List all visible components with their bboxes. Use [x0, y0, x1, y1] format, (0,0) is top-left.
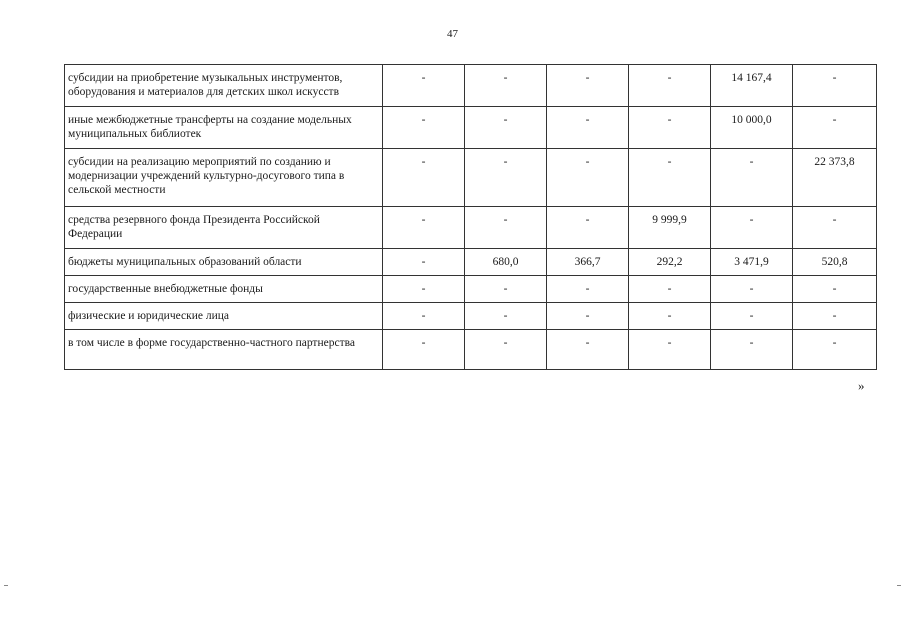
table-cell: - [793, 65, 877, 107]
budget-table [64, 64, 877, 370]
table-cell: - [547, 149, 629, 207]
table-cell: - [547, 330, 629, 370]
table-cell: - [711, 276, 793, 303]
table-cell: - [383, 107, 465, 149]
table-cell: 520,8 [793, 249, 877, 276]
table-cell: - [383, 276, 465, 303]
table-cell: - [711, 207, 793, 249]
table-cell: - [465, 65, 547, 107]
table-cell: - [383, 149, 465, 207]
table-cell: - [629, 65, 711, 107]
table-cell: - [629, 276, 711, 303]
table-cell: 9 999,9 [629, 207, 711, 249]
row-label: государственные внебюджетные фонды [65, 276, 383, 303]
table-cell: - [383, 65, 465, 107]
table-cell: - [793, 207, 877, 249]
row-label: средства резервного фонда Президента Российской Федерации [65, 207, 383, 249]
table-cell: - [383, 207, 465, 249]
table-row [65, 303, 877, 330]
table-cell: - [465, 303, 547, 330]
table-cell: 10 000,0 [711, 107, 793, 149]
table-cell: 292,2 [629, 249, 711, 276]
table-row [65, 65, 877, 107]
row-label: субсидии на реализацию мероприятий по созданию и модернизации учреждений культурно-досугового типа в сельской местности [65, 149, 383, 207]
page-number: 47 [447, 28, 458, 40]
row-label: физические и юридические лица [65, 303, 383, 330]
table-cell: 3 471,9 [711, 249, 793, 276]
table-cell: - [383, 330, 465, 370]
table-cell: - [711, 303, 793, 330]
table-cell: - [383, 303, 465, 330]
table-cell: - [383, 249, 465, 276]
table-cell: - [711, 330, 793, 370]
table-cell: - [629, 330, 711, 370]
table-cell: 366,7 [547, 249, 629, 276]
table-row [65, 276, 877, 303]
table-cell: - [465, 276, 547, 303]
row-label: субсидии на приобретение музыкальных инструментов, оборудования и материалов для детских школ искусств [65, 65, 383, 107]
table-row [65, 207, 877, 249]
table-row [65, 249, 877, 276]
table-cell: - [629, 149, 711, 207]
table-cell: - [547, 276, 629, 303]
table-cell: - [547, 207, 629, 249]
table-cell: - [465, 207, 547, 249]
row-label: бюджеты муниципальных образований области [65, 249, 383, 276]
table-cell: - [629, 107, 711, 149]
table-cell: 14 167,4 [711, 65, 793, 107]
table-cell: - [547, 303, 629, 330]
table-row [65, 330, 877, 370]
table-cell: 22 373,8 [793, 149, 877, 207]
scan-mark-left [4, 585, 8, 586]
table-row [65, 107, 877, 149]
closing-quote: » [858, 378, 865, 393]
table-cell: - [711, 149, 793, 207]
row-label: в том числе в форме государственно-частного партнерства [65, 330, 383, 370]
table-cell: - [793, 276, 877, 303]
table-cell: - [793, 107, 877, 149]
table-cell: - [547, 107, 629, 149]
table-cell: - [465, 149, 547, 207]
table-row [65, 149, 877, 207]
scan-mark-right [897, 585, 901, 586]
table-cell: - [465, 107, 547, 149]
table-cell: - [793, 330, 877, 370]
table-cell: - [629, 303, 711, 330]
row-label: иные межбюджетные трансферты на создание модельных муниципальных библиотек [65, 107, 383, 149]
table-cell: - [465, 330, 547, 370]
table-cell: 680,0 [465, 249, 547, 276]
table-cell: - [547, 65, 629, 107]
table-cell: - [793, 303, 877, 330]
